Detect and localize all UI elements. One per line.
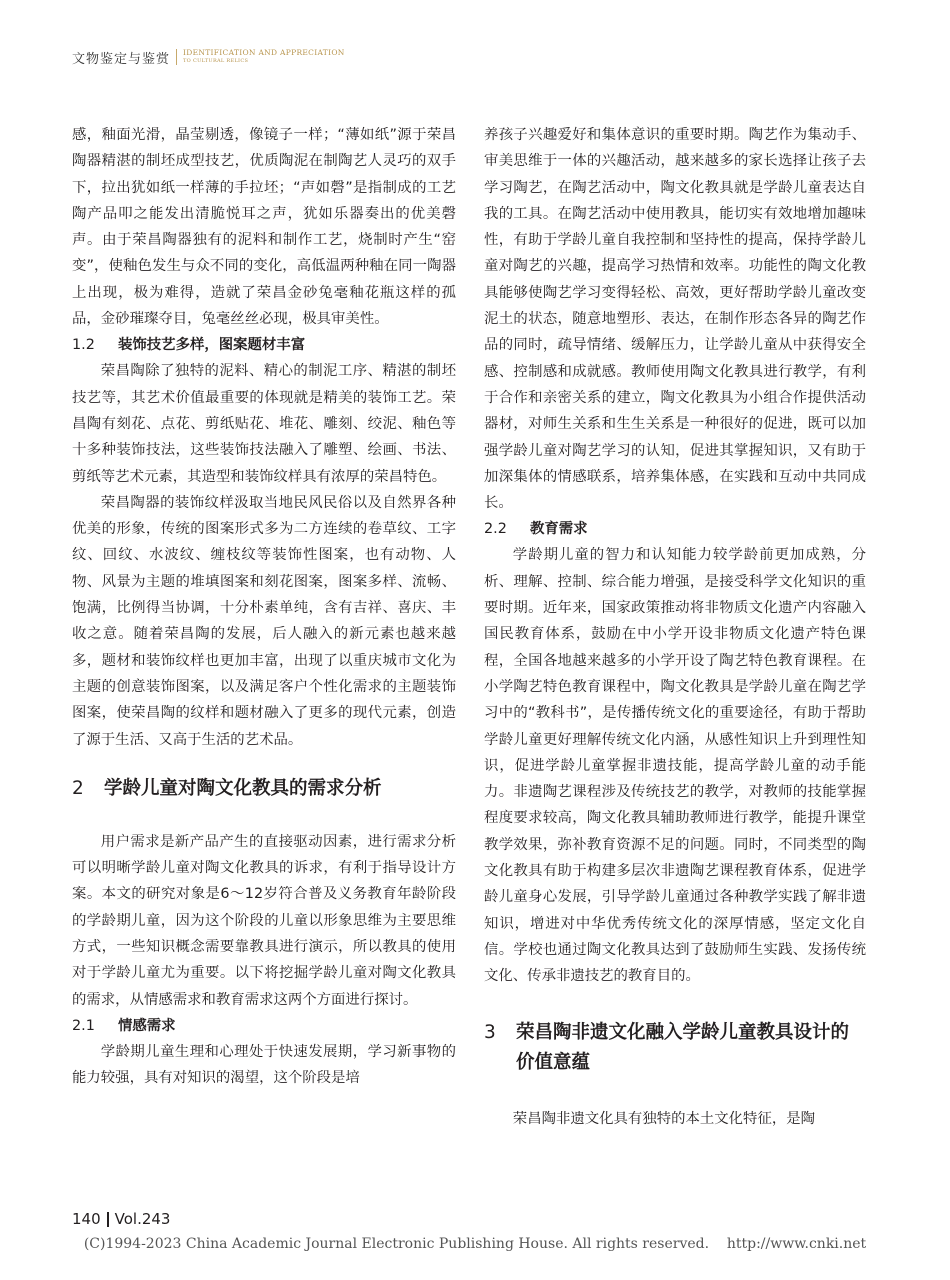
section-title: 情感需求 xyxy=(118,1017,176,1034)
running-header xyxy=(72,46,345,68)
section-number: 2.2 xyxy=(484,521,507,538)
paragraph: 学龄期儿童的智力和认知能力较学龄前更加成熟，分析、理解、控制、综合能力增强，是接受科学文化知识的重要时期。近年来，国家政策推动将非物质文化遗产内容融入国民教育体系，鼓励在中小学开设非物质文化遗产特色课程，全国各地越来越多的小学开设了陶艺特色教育课程。在小学陶艺特色教育课程中，陶文化教具是学龄儿童在陶艺学习中的“教科书”，是传播传统文化的重要途径，有助于帮助学龄儿童更好理解传统文化内涵，从感性知识上升到理性知识，促进学龄儿童掌握非遗技能，提高学龄儿童的动手能力。非遗陶艺课程涉及传统技艺的教学，对教师的技能掌握程度要求较高，陶文化教具辅助教师进行教学，能提升课堂教学效果，弥补教育资源不足的问题。同时，不同类型的陶文化教具有助于构建多层次非遗陶艺课程教育体系，促进学龄儿童身心发展，引导学龄儿童通过各种教学实践了解非遗知识，增进对中华优秀传统文化的深厚情感，坚定文化自信。学校也通过陶文化教具达到了鼓励师生实践、发扬传统文化、传承非遗技艺的教育目的。 xyxy=(484,547,866,985)
paragraph: 感，釉面光滑，晶莹剔透，像镜子一样；“薄如纸”源于荣昌陶器精湛的制坯成型技艺，优质陶泥在制陶艺人灵巧的双手下，拉出犹如纸一样薄的手拉坯；“声如磬”是指制成的工艺陶产品叩之能发出清脆悦耳之声，犹如乐器奏出的优美磬声。由于荣昌陶器独有的泥料和制作工艺，烧制时产生“窑变”，使釉色发生与众不同的变化，高低温两种釉在同一陶器上出现，极为难得，造就了荣昌金砂兔毫釉花瓶这样的孤品，金砂璀璨夺目，兔毫丝丝必现，极具审美性。 xyxy=(72,127,456,328)
paragraph: 荣昌陶非遗文化具有独特的本土文化特征，是陶 xyxy=(512,1110,816,1127)
left-column xyxy=(72,122,456,1092)
page-number: 140 xyxy=(72,1210,101,1228)
paragraph: 荣昌陶除了独特的泥料、精心的制泥工序、精湛的制坯技艺等，其艺术价值最重要的体现就是精美的装饰工艺。荣昌陶有刻花、点花、剪纸贴花、堆花、雕刻、绞泥、釉色等十多种装饰技法，这些装饰技法融入了雕塑、绘画、书法、剪纸等艺术元素，其造型和装饰纹样具有浓厚的荣昌特色。 xyxy=(72,363,456,485)
right-column xyxy=(484,122,866,1132)
paragraph: 荣昌陶器的装饰纹样汲取当地民风民俗以及自然界各种优美的形象，传统的图案形式多为二方连续的卷草纹、工字纹、回纹、水波纹、缠枝纹等装饰性图案，也有动物、人物、风景为主题的堆填图案和刻花图案，图案多样、流畅、饱满，比例得当协调，十分朴素单纯，含有吉祥、喜庆、丰收之意。随着荣昌陶的发展，后人融入的新元素也越来越多，题材和装饰纹样也更加丰富，出现了以重庆城市文化为主题的创意装饰图案，以及满足客户个性化需求的主题装饰图案，使荣昌陶的纹样和题材融入了更多的现代元素，创造了源于生活、又高于生活的艺术品。 xyxy=(72,494,456,748)
section-number: 1.2 xyxy=(72,337,95,354)
section-2-2-heading xyxy=(484,516,866,542)
journal-title-en-line1: IDENTIFICATION AND APPRECIATION xyxy=(183,48,345,57)
journal-title-en xyxy=(183,49,345,65)
spacer xyxy=(484,1078,866,1106)
section-title: 教育需求 xyxy=(530,521,588,538)
footer-divider xyxy=(107,1212,109,1227)
section-number: 2.1 xyxy=(72,1017,95,1034)
section-2-heading xyxy=(72,774,456,804)
paragraph: 学龄期儿童生理和心理处于快速发展期，学习新事物的能力较强，具有对知识的渴望，这个阶段是培 xyxy=(72,1043,456,1087)
header-divider xyxy=(176,49,177,65)
spacer xyxy=(484,990,866,1018)
page-footer xyxy=(72,1210,170,1228)
section-2-1-heading xyxy=(72,1013,456,1039)
paragraph: 养孩子兴趣爱好和集体意识的重要时期。陶艺作为集动手、审美思维于一体的兴趣活动，越来越多的家长选择让孩子去学习陶艺，在陶艺活动中，陶文化教具就是学龄儿童表达自我的工具。在陶艺活动中使用教具，能切实有效地增加趣味性，有助于学龄儿童自我控制和坚持性的提高，保持学龄儿童对陶艺的兴趣，提高学习热情和效率。功能性的陶文化教具能够使陶艺学习变得轻松、高效，更好帮助学龄儿童改变泥土的状态，随意地塑形、表达，在制作形态各异的陶艺作品的同时，疏导情绪、缓解压力，让学龄儿童从中获得安全感、控制感和成就感。教师使用陶文化教具进行教学，有利于合作和亲密关系的建立，陶文化教具为小组合作提供活动器材，对师生关系和生生关系是一种很好的促进，既可以加强学龄儿童对陶艺学习的认知，促进其掌握知识，又有助于加深集体的情感联系，培养集体感，在实践和互动中共同成长。 xyxy=(484,127,866,512)
copyright-notice: (C)1994-2023 China Academic Journal Electronic Publishing House. All rights reserved. http://www.cnki.net xyxy=(83,1236,867,1252)
spacer xyxy=(72,804,456,829)
section-title: 荣昌陶非遗文化融入学龄儿童教具设计的价值意蕴 xyxy=(516,1021,850,1073)
volume-label: Vol.243 xyxy=(114,1210,171,1228)
section-3-heading xyxy=(484,1018,866,1078)
journal-title-en-line2: TO CULTURAL RELICS xyxy=(183,58,249,64)
section-number: 2 xyxy=(72,777,84,799)
section-title: 装饰技艺多样，图案题材丰富 xyxy=(118,337,306,354)
section-title: 学龄儿童对陶文化教具的需求分析 xyxy=(104,777,382,799)
section-1-2-heading xyxy=(72,332,456,358)
section-number: 3 xyxy=(484,1021,496,1043)
spacer xyxy=(72,753,456,774)
journal-title-cn: 文物鉴定与鉴赏 xyxy=(72,51,171,67)
paragraph: 用户需求是新产品产生的直接驱动因素，进行需求分析可以明晰学龄儿童对陶文化教具的诉求，有利于指导设计方案。本文的研究对象是6～12岁符合普及义务教育年龄阶段的学龄期儿童，因为这个阶段的儿童以形象思维为主要思维方式，一些知识概念需要靠教具进行演示，所以教具的使用对于学龄儿童尤为重要。以下将挖掘学龄儿童对陶文化教具的需求，从情感需求和教育需求这两个方面进行探讨。 xyxy=(72,833,456,1008)
